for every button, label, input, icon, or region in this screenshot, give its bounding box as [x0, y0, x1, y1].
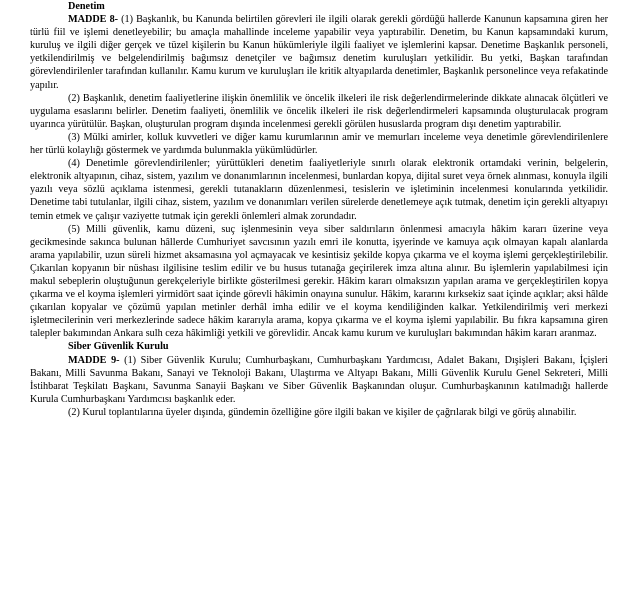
article-8-paragraph-1 [30, 13, 608, 92]
paragraph-text: (2) Kurul toplantılarına üyeler dışında, gündemin özelliğine göre ilgili bakan ve kişiler de çağrılarak bilgi ve görüş alınabilir. [68, 406, 577, 418]
section-title-siber-guvenlik-kurulu: Siber Güvenlik Kurulu [68, 341, 169, 353]
article-9-label: MADDE 9- [68, 354, 120, 366]
article-9-paragraph-1 [30, 354, 608, 406]
article-8-paragraph-3 [30, 131, 608, 157]
paragraph-text: (3) Mülki amirler, kolluk kuvvetleri ve diğer kamu kurumlarının amir ve memurları inceleme veya denetimle görevlendirilenlere her türlü kolaylığı göstermek ve yardımda bulunmakla yükümlüdürler. [30, 131, 608, 157]
article-8-label: MADDE 8- [68, 14, 119, 26]
article-9-paragraph-2 [30, 406, 608, 419]
article-8-paragraph-4 [30, 157, 608, 222]
paragraph-text: (5) Milli güvenlik, kamu düzeni, suç işlenmesinin veya siber saldırıların önlenmesi amacıyla hâkim kararı üzerine veya gecikmesinde sakınca bulunan hâllerde Cumhuriyet savcısının yazılı emri ile konutta, işyerinde ve kamuya açık olmayan kapalı alanlarda arama yapılabilir, uzun süreli hizmet aksamasına yol açmayacak ve kesintisiz şekilde kopya çıkarma ve el koyma işlemi gerçekleştirilebilir. Çıkarılan kopyanın bir nüshası ilgilisine teslim edilir ve bu husus tutanağa geçirilerek imza altına alınır. Bu işlemlerin yapılabilmesi için makul sebeplerin oluştuğunun gerekçeleriyle birlikte gösterilmesi gerekir. Hâkim kararı olmaksızın yapılan arama ve gerçekleştirilen kopya çıkarma ve el koyma işlemleri yirmidört saat içinde görevli hâkimin onayına sunulur. Hâkim, kararını kırksekiz saat içinde açıklar; aksi hâlde çıkarılan kopyalar ve çözümü yapılan metinler derhâl imha edilir ve el koyma kendiliğinden kalkar. Yetkilendirilmiş veri merkezi işletmecilerinin veri merkezlerinde sadece hâkim kararıyla arama, kopya çıkarma ve el koyma işlemi yapılabilir. Bu fıkra kapsamına giren talepler bakımından Ankara sulh ceza hâkimliği yetkili ve görevlidir. Ancak kamu kurum ve kuruluşları bakımından hâkim kararı aranmaz. [30, 223, 608, 340]
section-title-denetim: Denetim [68, 1, 105, 12]
paragraph-text: (1) Başkanlık, bu Kanunda belirtilen görevleri ile ilgili olarak gerekli gördüğü hallerde Kanunun kapsamına giren her türlü fiil ve işlemi denetleyebilir; bu amaçla mahallinde inceleme yapabilir veya yaptırabilir. Denetim, bu Kanun kapsamındaki kurum, kuruluş ve ilgili diğer gerçek ve tüzel kişilerin bu Kanun hükümleriyle ilgili faaliyet ve işlemlerini kapsar. Denetime Başkanlık personeli, yetkilendirilmiş ve belgelendirilmiş bağımsız denetçiler ve bağımsız denetim kuruluşları yetkilidir. Bu yetki, Başkan tarafından görevlendirilenler tarafından kullanılır. Kamu kurum ve kuruluşları ile kritik altyapılarda denetimler, Başkanlık personelince veya refakatinde yapılır. [30, 14, 608, 91]
paragraph-text: (4) Denetimle görevlendirilenler; yürüttükleri denetim faaliyetleriyle sınırlı olarak elektronik ortamdaki verinin, belgelerin, elektronik altyapının, cihaz, sistem, yazılım ve donanımlarının incelenmesi, bunlardan kopya, dijital suret veya örnek alınması, konuyla ilgili yazılı veya sözlü açıklama istenmesi, gerekli tutanakların düzenlenmesi, tesislerin ve işletiminin incelenmesi konularında yetkilidir. Denetime tabi tutulanlar, ilgili cihaz, sistem, yazılım ve donanımları verilen sürelerde denetlemeye açık tutmak, denetim için gerekli altyapıyı temin etmek ve çalışır vaziyette tutmak için gerekli önlemleri almak zorundadır. [30, 158, 608, 222]
article-8-paragraph-2 [30, 92, 608, 131]
paragraph-text: (1) Siber Güvenlik Kurulu; Cumhurbaşkanı, Cumhurbaşkanı Yardımcısı, Adalet Bakanı, Dışişleri Bakanı, İçişleri Bakanı, Milli Savunma Bakanı, Sanayi ve Teknoloji Bakanı, Ulaştırma ve Altyapı Bakanı, Milli Güvenlik Kurulu Genel Sekreteri, Milli İstihbarat Teşkilatı Başkanı, Savunma Sanayii Başkanı ve Siber Güvenlik Başkanından oluşur. Cumhurbaşkanının katılmadığı hallerde Kurula Cumhurbaşkanı Yardımcısı başkanlık eder. [30, 354, 608, 405]
paragraph-text: (2) Başkanlık, denetim faaliyetlerine ilişkin önemlilik ve öncelik ilkeleri ile risk değerlendirmelerinde dikkate alınacak ölçütleri ve uygulama esaslarını belirler. Denetim faaliyeti, önemlilik ve öncelik ilkeleri ile risk değerlendirmeleri kapsamında oluşturulacak program uyarınca yürütülür. Başkan, oluşturulan program dışında incelenmesi gerekli görülen hususlarda program dışı denetim yaptırabilir. [30, 92, 608, 130]
document-page [30, 0, 608, 419]
article-8-paragraph-5 [30, 223, 608, 341]
